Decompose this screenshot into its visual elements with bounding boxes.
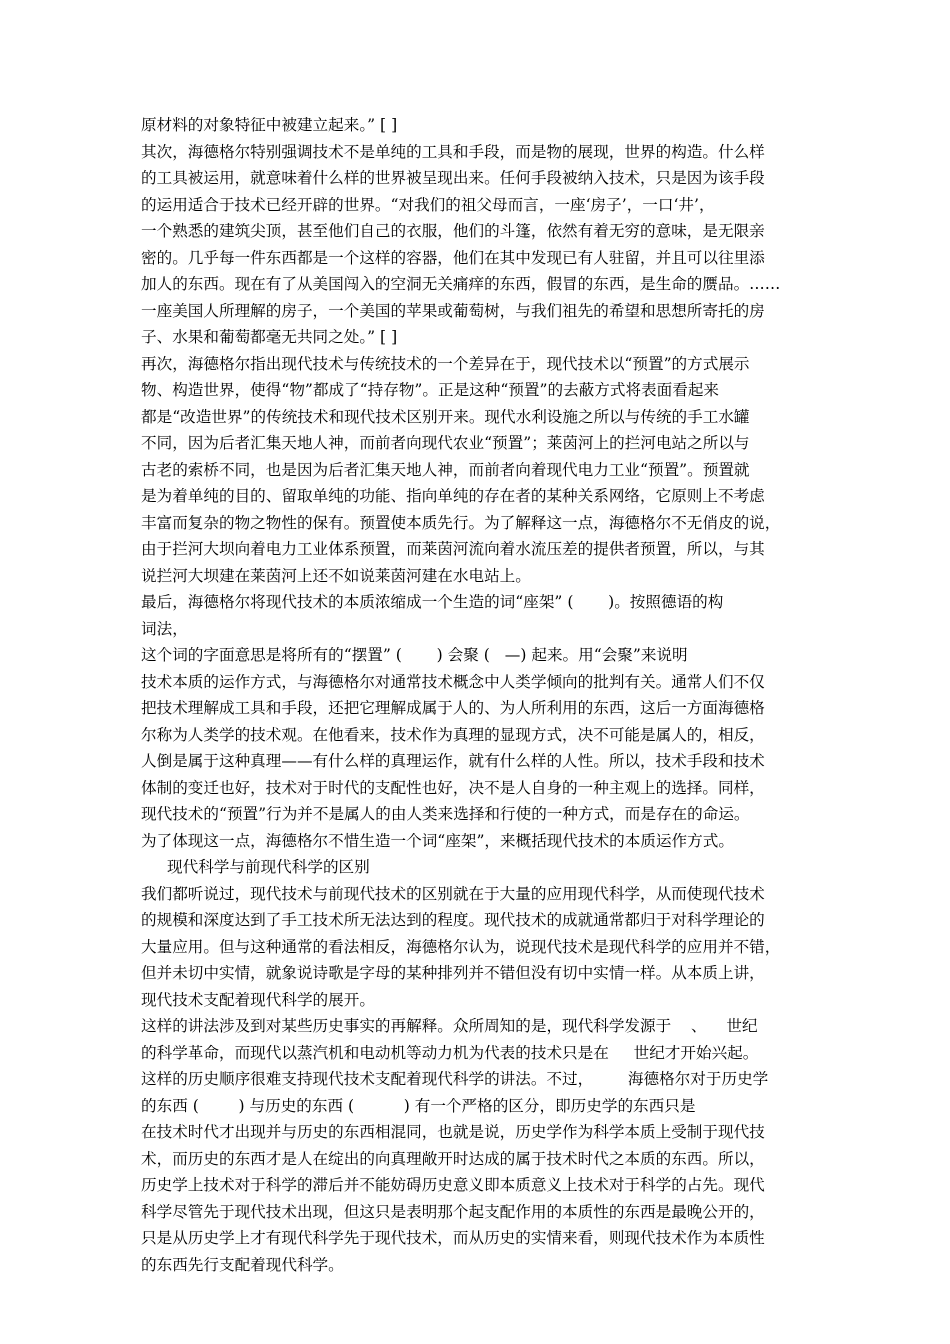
text-line: 的工具被运用，就意味着什么样的世界被呈现出来。任何手段被纳入技术，只是因为该手段 [141,169,765,187]
text-line: 术，而历史的东西才是人在绽出的向真理敞开时达成的属于技术时代之本质的东西。所以， [141,1149,765,1168]
text-line: 再次，海德格尔指出现代技术与传统技术的一个差异在于，现代技术以“预置”的方式展示 [141,354,750,373]
text-line: 原材料的对象特征中被建立起来。” [ ] [141,116,398,134]
text-line: 不同，因为后者汇集天地人神，而前者向现代农业“预置”；莱茵河上的拦河电站之所以与 [141,434,750,452]
text-line: 都是“改造世界”的传统技术和现代技术区别开来。现代水利设施之所以与传统的手工水罐 [141,407,750,426]
document-body [141,112,818,1278]
text-line: 这个词的字面意思是将所有的“摆置” ( ) 会聚 ( —) 起来。用“会聚”来说明 [141,646,688,664]
text-line: 一个熟悉的建筑尖顶，甚至他们自己的衣服，他们的斗篷，依然有着无穷的意味，是无限亲 [141,222,765,240]
text-line: 的东西 ( ) 与历史的东西 ( ) 有一个严格的区分，即历史学的东西只是 [141,1096,696,1115]
text-line: 的运用适合于技术已经开辟的世界。“对我们的祖父母而言，一座‘房子’，一口‘井’， [141,195,715,214]
text-line: 人倒是属于这种真理——有什么样的真理运作，就有什么样的人性。所以，技术手段和技术 [141,752,765,770]
text-line: 这样的讲法涉及到对某些历史事实的再解释。众所周知的是，现代科学发源于 、 世纪 [141,1017,758,1035]
text-line: 只是从历史学上才有现代科学先于现代技术，而从历史的实情来看，则现代技术作为本质性 [141,1229,765,1247]
section-heading: 现代科学与前现代科学的区别 [167,858,370,876]
text-line: 体制的变迁也好，技术对于时代的支配性也好，决不是人自身的一种主观上的选择。同样， [141,778,765,797]
text-line: 现代技术的“预置”行为并不是属人的由人类来选择和行使的一种方式，而是存在的命运。 [141,805,750,823]
text-line: 为了体现这一点，海德格尔不惜生造一个词“座架”，来概括现代技术的本质运作方式。 [141,831,734,850]
text-line: 在技术时代才出现并与历史的东西相混同，也就是说，历史学作为科学本质上受制于现代技 [141,1123,765,1141]
text-line: 一座美国人所理解的房子，一个美国的苹果或葡萄树，与我们祖先的希望和思想所寄托的房 [141,301,765,320]
text-line: 历史学上技术对于科学的滞后并不能妨碍历史意义即本质意义上技术对于科学的占先。现代 [141,1176,765,1194]
text-line: 是为着单纯的目的、留取单纯的功能、指向单纯的存在者的某种关系网络，它原则上不考虑 [141,487,765,505]
text-line: 由于拦河大坝向着电力工业体系预置，而莱茵河流向着水流压差的提供者预置，所以，与其 [141,540,765,558]
text-line: 密的。几乎每一件东西都是一个这样的容器，他们在其中发现已有人驻留，并且可以往里添 [141,248,765,267]
text-line: 这样的历史顺序很难支持现代技术支配着现代科学的讲法。不过， 海德格尔对于历史学 [141,1070,769,1088]
text-line: 把技术理解成工具和手段，还把它理解成属于人的、为人所利用的东西，这后一方面海德格 [141,699,765,717]
text-line: 丰富而复杂的物之物性的保有。预置使本质先行。为了解释这一点，海德格尔不无俏皮的说， [141,513,781,532]
text-line: 技术本质的运作方式，与海德格尔对通常技术概念中人类学倾向的批判有关。通常人们不仅 [141,672,765,691]
text-line: 物、构造世界，使得“物”都成了“持存物”。正是这种“预置”的去蔽方式将表面看起来 [141,381,720,399]
text-line: 大量应用。但与这种通常的看法相反，海德格尔认为，说现代技术是现代科学的应用并不错， [141,937,781,956]
text-line: 的科学革命，而现代以蒸汽机和电动机等动力机为代表的技术只是在 世纪才开始兴起。 [141,1043,759,1062]
text-line: 古老的索桥不同，也是因为后者汇集天地人神，而前者向着现代电力工业“预置”。预置就 [141,460,750,479]
text-line: 我们都听说过，现代技术与前现代技术的区别就在于大量的应用现代科学，从而使现代技术 [141,884,765,903]
text-line: 尔称为人类学的技术观。在他看来，技术作为真理的显现方式，决不可能是属人的，相反， [141,725,765,744]
text-line: 但并未切中实情，就象说诗歌是字母的某种排列并不错但没有切中实情一样。从本质上讲， [141,964,765,982]
text-line: 的规模和深度达到了手工技术所无法达到的程度。现代技术的成就通常都归于对科学理论的 [141,911,765,929]
text-line: 词法， [141,619,188,638]
text-line: 子、水果和葡萄都毫无共同之处。” [ ] [141,328,398,346]
text-line: 说拦河大坝建在莱茵河上还不如说莱茵河建在水电站上。 [141,566,531,585]
text-line: 现代技术支配着现代科学的展开。 [141,990,375,1009]
text-line: 最后，海德格尔将现代技术的本质浓缩成一个生造的词“座架” ( )。按照德语的构 [141,593,724,611]
text-line: 其次，海德格尔特别强调技术不是单纯的工具和手段，而是物的展现，世界的构造。什么样 [141,142,765,161]
text-line: 科学尽管先于现代技术出现，但这只是表明那个起支配作用的本质性的东西是最晚公开的， [141,1202,765,1221]
text-line: 的东西先行支配着现代科学。 [141,1255,344,1274]
text-line: 加人的东西。现在有了从美国闯入的空洞无关痛痒的东西，假冒的东西，是生命的赝品。…… [141,275,781,293]
